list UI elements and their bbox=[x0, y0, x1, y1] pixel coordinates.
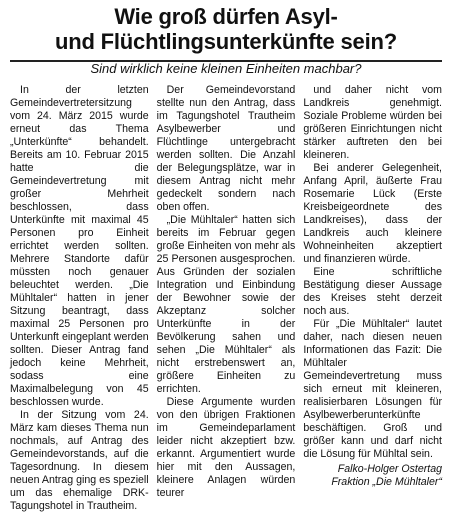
headline-line-2: und Flüchtlingsunterkünfte sein? bbox=[55, 29, 397, 54]
headline-line-1: Wie groß dürfen Asyl- bbox=[114, 4, 338, 29]
paragraph: Eine schriftliche Bestätigung dieser Aussage des Kreises steht derzeit noch aus. bbox=[303, 266, 442, 317]
article-columns bbox=[10, 84, 442, 513]
paragraph: In der letzten Gemeindevertretersitzung vom 24. März 2015 wurde erneut das Thema „Unterkünfte“ behandelt. Bereits am 10. Februar 2015 hatte die Gemeindevertretung mit großer Mehrheit beschlossen, dass Unterkünfte mit maximal 45 Personen pro Einheit errichtet werden sollten. Mehrere Standorte dafür müssten noch genauer beleuchtet werden. „Die Mühltaler“ hatten in jener Sitzung beantragt, dass maximal 25 Personen pro Unterkunft eingeplant werden sollten. Dieser Antrag fand jedoch keine Mehrheit, sodass eine Maximalbelegung von 45 beschlossen wurde. bbox=[10, 84, 149, 408]
subtitle: Sind wirklich keine kleinen Einheiten machbar? bbox=[90, 61, 362, 76]
subtitle-row bbox=[10, 58, 442, 80]
signature bbox=[303, 463, 442, 489]
signature-role: Fraktion „Die Mühltaler“ bbox=[331, 476, 442, 488]
signature-name: Falko-Holger Ostertag bbox=[337, 463, 442, 475]
paragraph: In der Sitzung vom 24. März kam dieses Thema nun nochmals, auf Antrag des Gemeindevorstands, auf die Tagesordnung. In diesem neuen Antrag ging es speziell um das ehemalige DRK-Tagungshotel in Trautheim. bbox=[10, 409, 149, 512]
headline bbox=[10, 4, 442, 54]
paragraph: Der Gemeindevorstand stellte nun den Antrag, dass im Tagungshotel Trautheim Asylbewerber und Flüchtlinge untergebracht werden sollten. Die Anzahl der Belegungsplätze, war in diesem Antrag nicht mehr gedeckelt sondern nach oben offen. bbox=[156, 84, 296, 213]
paragraph: Diese Argumente wurden von den übrigen Fraktionen im Gemeindeparlament leider nicht akzeptiert bzw. erkannt. Argumentiert wurde hier mit den Aussagen, kleinere Anlagen würden teurer bbox=[156, 396, 296, 499]
paragraph: und daher nicht vom Landkreis genehmigt. Soziale Probleme würden bei größeren Einrichtungen nicht stärker auftreten den bei kleineren. bbox=[303, 84, 442, 161]
column-3 bbox=[303, 84, 442, 513]
column-2 bbox=[157, 84, 296, 513]
column-1 bbox=[10, 84, 149, 513]
paragraph: Für „Die Mühltaler“ lautet daher, nach diesen neuen Informationen das Fazit: Die Mühltaler Gemeindevertretung muss sich erneut mit kleineren, realisierbaren Lösungen für Asylbewerberunterkünfte beschäftigen. Groß und größer kann und darf nicht die Lösung für Mühltal sein. bbox=[303, 318, 442, 460]
paragraph: Bei anderer Gelegenheit, Anfang April, äußerte Frau Rosemarie Lück (Erste Kreisbeigeordnete des Landkreises), dass der Landkreis auch kleinere Wohneinheiten akzeptiert und finanzieren würde. bbox=[303, 162, 442, 265]
paragraph: „Die Mühltaler“ hatten sich bereits im Februar gegen große Einheiten von mehr als 25 Personen ausgesprochen. Aus Gründen der sozialen Integration und Einbindung der Bewohner sowie der Akzeptanz solcher Unterkünfte in der Bevölkerung sahen und sehen „Die Mühltaler“ als nicht erstrebenswert an, größere Einheiten zu errichten. bbox=[156, 214, 296, 395]
